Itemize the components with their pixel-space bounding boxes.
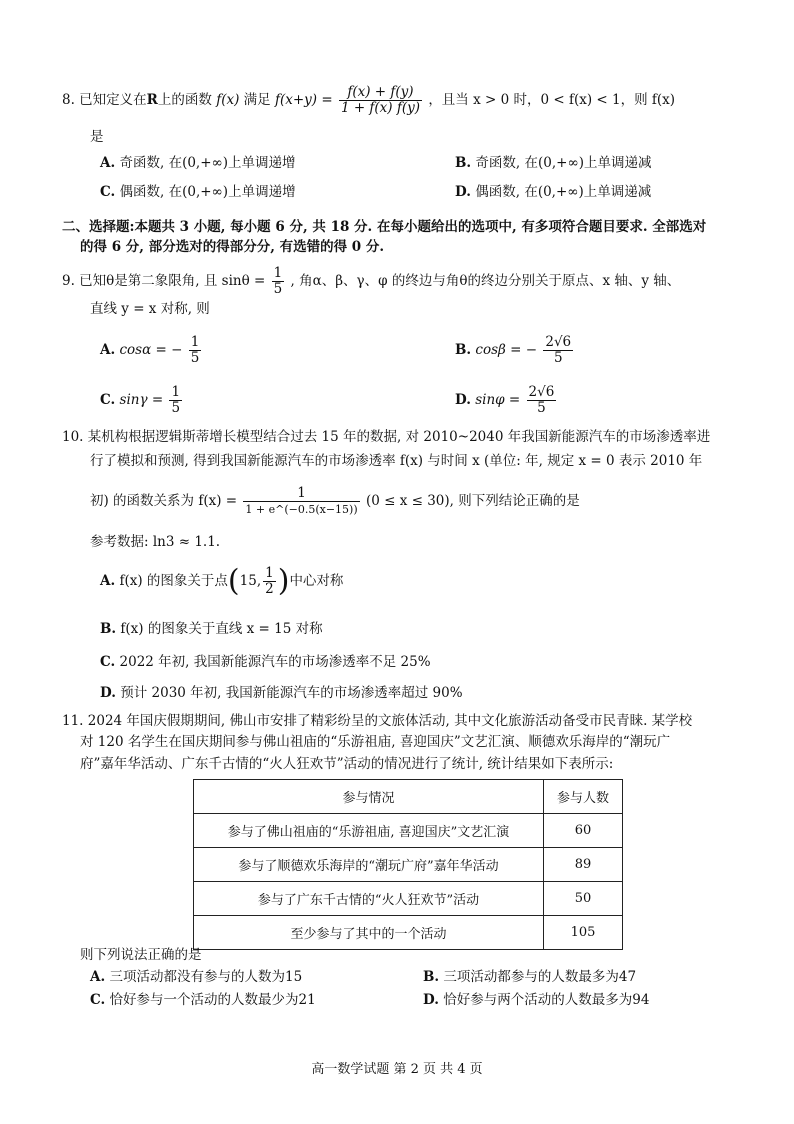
q10-option-b[interactable] [100,618,323,640]
option-label: C. [100,392,116,408]
frac-den: 5 [537,400,546,416]
option-text: 奇函数, 在(0,+∞)上单调递减 [475,155,652,171]
q8-option-a[interactable] [100,152,296,174]
option-label: A. [100,155,116,171]
q8-frac-num: f(x) + f(y) [339,85,422,101]
option-fraction [189,335,202,366]
section2-line2: 的得 6 分, 部分选对的得部分分, 有选错的得 0 分. [80,239,385,255]
q8-stem-line2: 是 [90,129,104,145]
option-fraction [527,385,557,416]
q8-stem-mid2: 满足 [243,92,271,108]
q9-stem-line2: 直线 y = x 对称, 则 [90,301,210,317]
table-header-row [194,780,623,814]
frac-num: 1 [171,384,181,400]
option-text: f(x) 的图象关于直线 x = 15 对称 [120,621,323,637]
option-fraction [263,566,276,597]
option-text-end: 中心对称 [289,573,344,589]
q8-func: f(x) [216,92,240,108]
q11-option-c[interactable] [90,989,316,1011]
option-expr: cosβ = − [475,342,538,358]
option-label: B. [100,621,117,637]
table-cell-activity: 参与了佛山祖庙的“乐游祖庙, 喜迎国庆”文艺汇演 [194,814,544,848]
option-text: 三项活动都参与的人数最多为47 [443,969,637,985]
option-label: B. [455,155,472,171]
q10-domain-and-ask: (0 ≤ x ≤ 30), 则下列结论正确的是 [365,493,580,509]
left-paren-glyph: ( [227,563,240,599]
option-expr: cosα = − [119,342,183,358]
frac-num: 2√6 [545,334,572,350]
q9-fraction [272,266,285,297]
q8-option-b[interactable] [455,152,651,174]
option-label: D. [423,992,439,1008]
page-footer: 高一数学试题 第 2 页 共 4 页 [311,1062,483,1077]
frac-den: 5 [190,350,200,366]
right-paren-glyph: ) [277,563,290,599]
q9-option-b[interactable] [455,335,575,366]
table-header-cell: 参与人数 [544,780,623,814]
q10-stem-line2: 行了模拟和预测, 得到我国新能源汽车的市场渗透率 f(x) 与时间 x (单位: 年, 规定 x = 0 表示 2010 年 [90,453,703,469]
option-label: C. [100,184,116,200]
table-cell-count: 89 [544,848,623,882]
q10-frac-den: 1 + e^(−0.5(x−15)) [245,503,358,516]
q8-stem-end: ，且当 x > 0 时，0 < f(x) < 1，则 f(x) [428,92,676,108]
section2-heading: 二、选择题: [62,219,135,235]
q8-stem-mid: 上的函数 [157,92,212,108]
table-cell-activity: 至少参与了其中的一个活动 [194,916,544,950]
option-text: 2022 年初, 我国新能源汽车的市场渗透率不足 25% [119,654,431,670]
option-label: A. [90,969,106,985]
table-cell-activity: 参与了广东千古情的“火人狂欢节”活动 [194,882,544,916]
option-text: f(x) 的图象关于点 [119,573,228,589]
option-label: A. [100,342,116,358]
option-expr: sinφ = [475,392,521,408]
option-label: D. [100,685,116,701]
q9-stem-end: , 角α、β、γ、φ 的终边与角θ的终边分别关于原点、x 轴、y 轴、 [290,273,681,289]
option-text: 奇函数, 在(0,+∞)上单调递增 [119,155,296,171]
option-label: C. [100,654,116,670]
q8-fraction [339,85,422,116]
section2-line1 [62,217,706,237]
option-text: 偶函数, 在(0,+∞)上单调递减 [475,184,652,200]
table-cell-count: 105 [544,916,623,950]
option-label: B. [455,342,472,358]
q9-stem-start: 9. 已知θ是第二象限角, 且 sinθ = [62,273,266,289]
q11-option-d[interactable] [423,989,649,1011]
option-text: 预计 2030 年初, 我国新能源汽车的市场渗透率超过 90% [120,685,463,701]
q8-option-c[interactable] [100,181,296,203]
q11-stem-line3: 府”嘉年华活动、广东千古情的“火人狂欢节”活动的情况进行了统计, 统计结果如下表所示: [80,756,614,772]
q10-reference-data: 参考数据: ln3 ≈ 1.1. [90,534,221,550]
table-row [194,882,623,916]
q9-option-d[interactable] [455,385,558,416]
table-row [194,848,623,882]
option-text: 恰好参与一个活动的人数最少为21 [109,992,316,1008]
frac-num: 2√6 [528,384,555,400]
table-cell-count: 60 [544,814,623,848]
q11-stem-line2: 对 120 名学生在国庆期间参与佛山祖庙的“乐游祖庙, 喜迎国庆”文艺汇演、顺德欢乐海岸的“潮玩广 [80,734,671,750]
table-cell-activity: 参与了顺德欢乐海岸的“潮玩广府”嘉年华活动 [194,848,544,882]
option-text: 三项活动都没有参与的人数为15 [109,969,303,985]
option-fraction [543,335,573,366]
q8-frac-den: 1 + f(x) f(y) [340,100,421,116]
q8-stem-line1 [62,85,675,116]
table-header-cell: 参与情况 [194,780,544,814]
frac-num: 1 [265,565,274,581]
q10-option-a[interactable] [100,563,344,599]
table-row [194,814,623,848]
point-x: 15, [239,573,262,589]
option-label: D. [455,184,471,200]
q9-stem-line1 [62,266,680,297]
q9-frac-den: 5 [273,281,283,297]
q10-option-d[interactable] [100,682,463,704]
q11-stem-line1: 11. 2024 年国庆假期期间, 佛山市安排了精彩纷呈的文旅体活动, 其中文化旅游活动备受市民青睐. 某学校 [62,713,693,729]
q10-stem-line3 [90,486,580,517]
q10-stem-line1: 10. 某机构根据逻辑斯蒂增长模型结合过去 15 年的数据, 对 2010~2040 年我国新能源汽车的市场渗透率进 [62,429,711,445]
q10-fraction [243,486,359,517]
q11-ask: 则下列说法正确的是 [80,947,202,963]
q9-option-a[interactable] [100,335,203,366]
q11-option-a[interactable] [90,966,302,988]
frac-den: 5 [171,400,181,416]
option-text: 偶函数, 在(0,+∞)上单调递增 [119,184,296,200]
option-label: C. [90,992,106,1008]
table-row [194,916,623,950]
q8-stem-start: 8. 已知定义在 [62,92,147,108]
frac-den: 2 [265,581,274,597]
option-expr: sinγ = [119,392,164,408]
frac-den: 5 [553,350,563,366]
section2-instruction: 本题共 3 小题, 每小题 6 分, 共 18 分. 在每小题给出的选项中, 有多项符合题目要求. 全部选对 [134,219,707,235]
option-text: 恰好参与两个活动的人数最多为94 [443,992,650,1008]
q10-func-def: 初) 的函数关系为 f(x) = [90,493,238,509]
frac-num: 1 [190,334,200,350]
q10-frac-num: 1 [243,486,359,502]
q11-stat-table [193,779,623,950]
table-cell-count: 50 [544,882,623,916]
option-fraction [169,385,182,416]
option-label: B. [423,969,440,985]
q9-option-c[interactable] [100,385,184,416]
option-label: D. [455,392,471,408]
q9-frac-num: 1 [273,265,283,281]
option-label: A. [100,573,116,589]
q8-option-d[interactable] [455,181,651,203]
q8-field: R [146,92,158,108]
q11-option-b[interactable] [423,966,636,988]
q8-lhs: f(x+y) = [274,92,333,108]
q10-option-c[interactable] [100,651,431,673]
